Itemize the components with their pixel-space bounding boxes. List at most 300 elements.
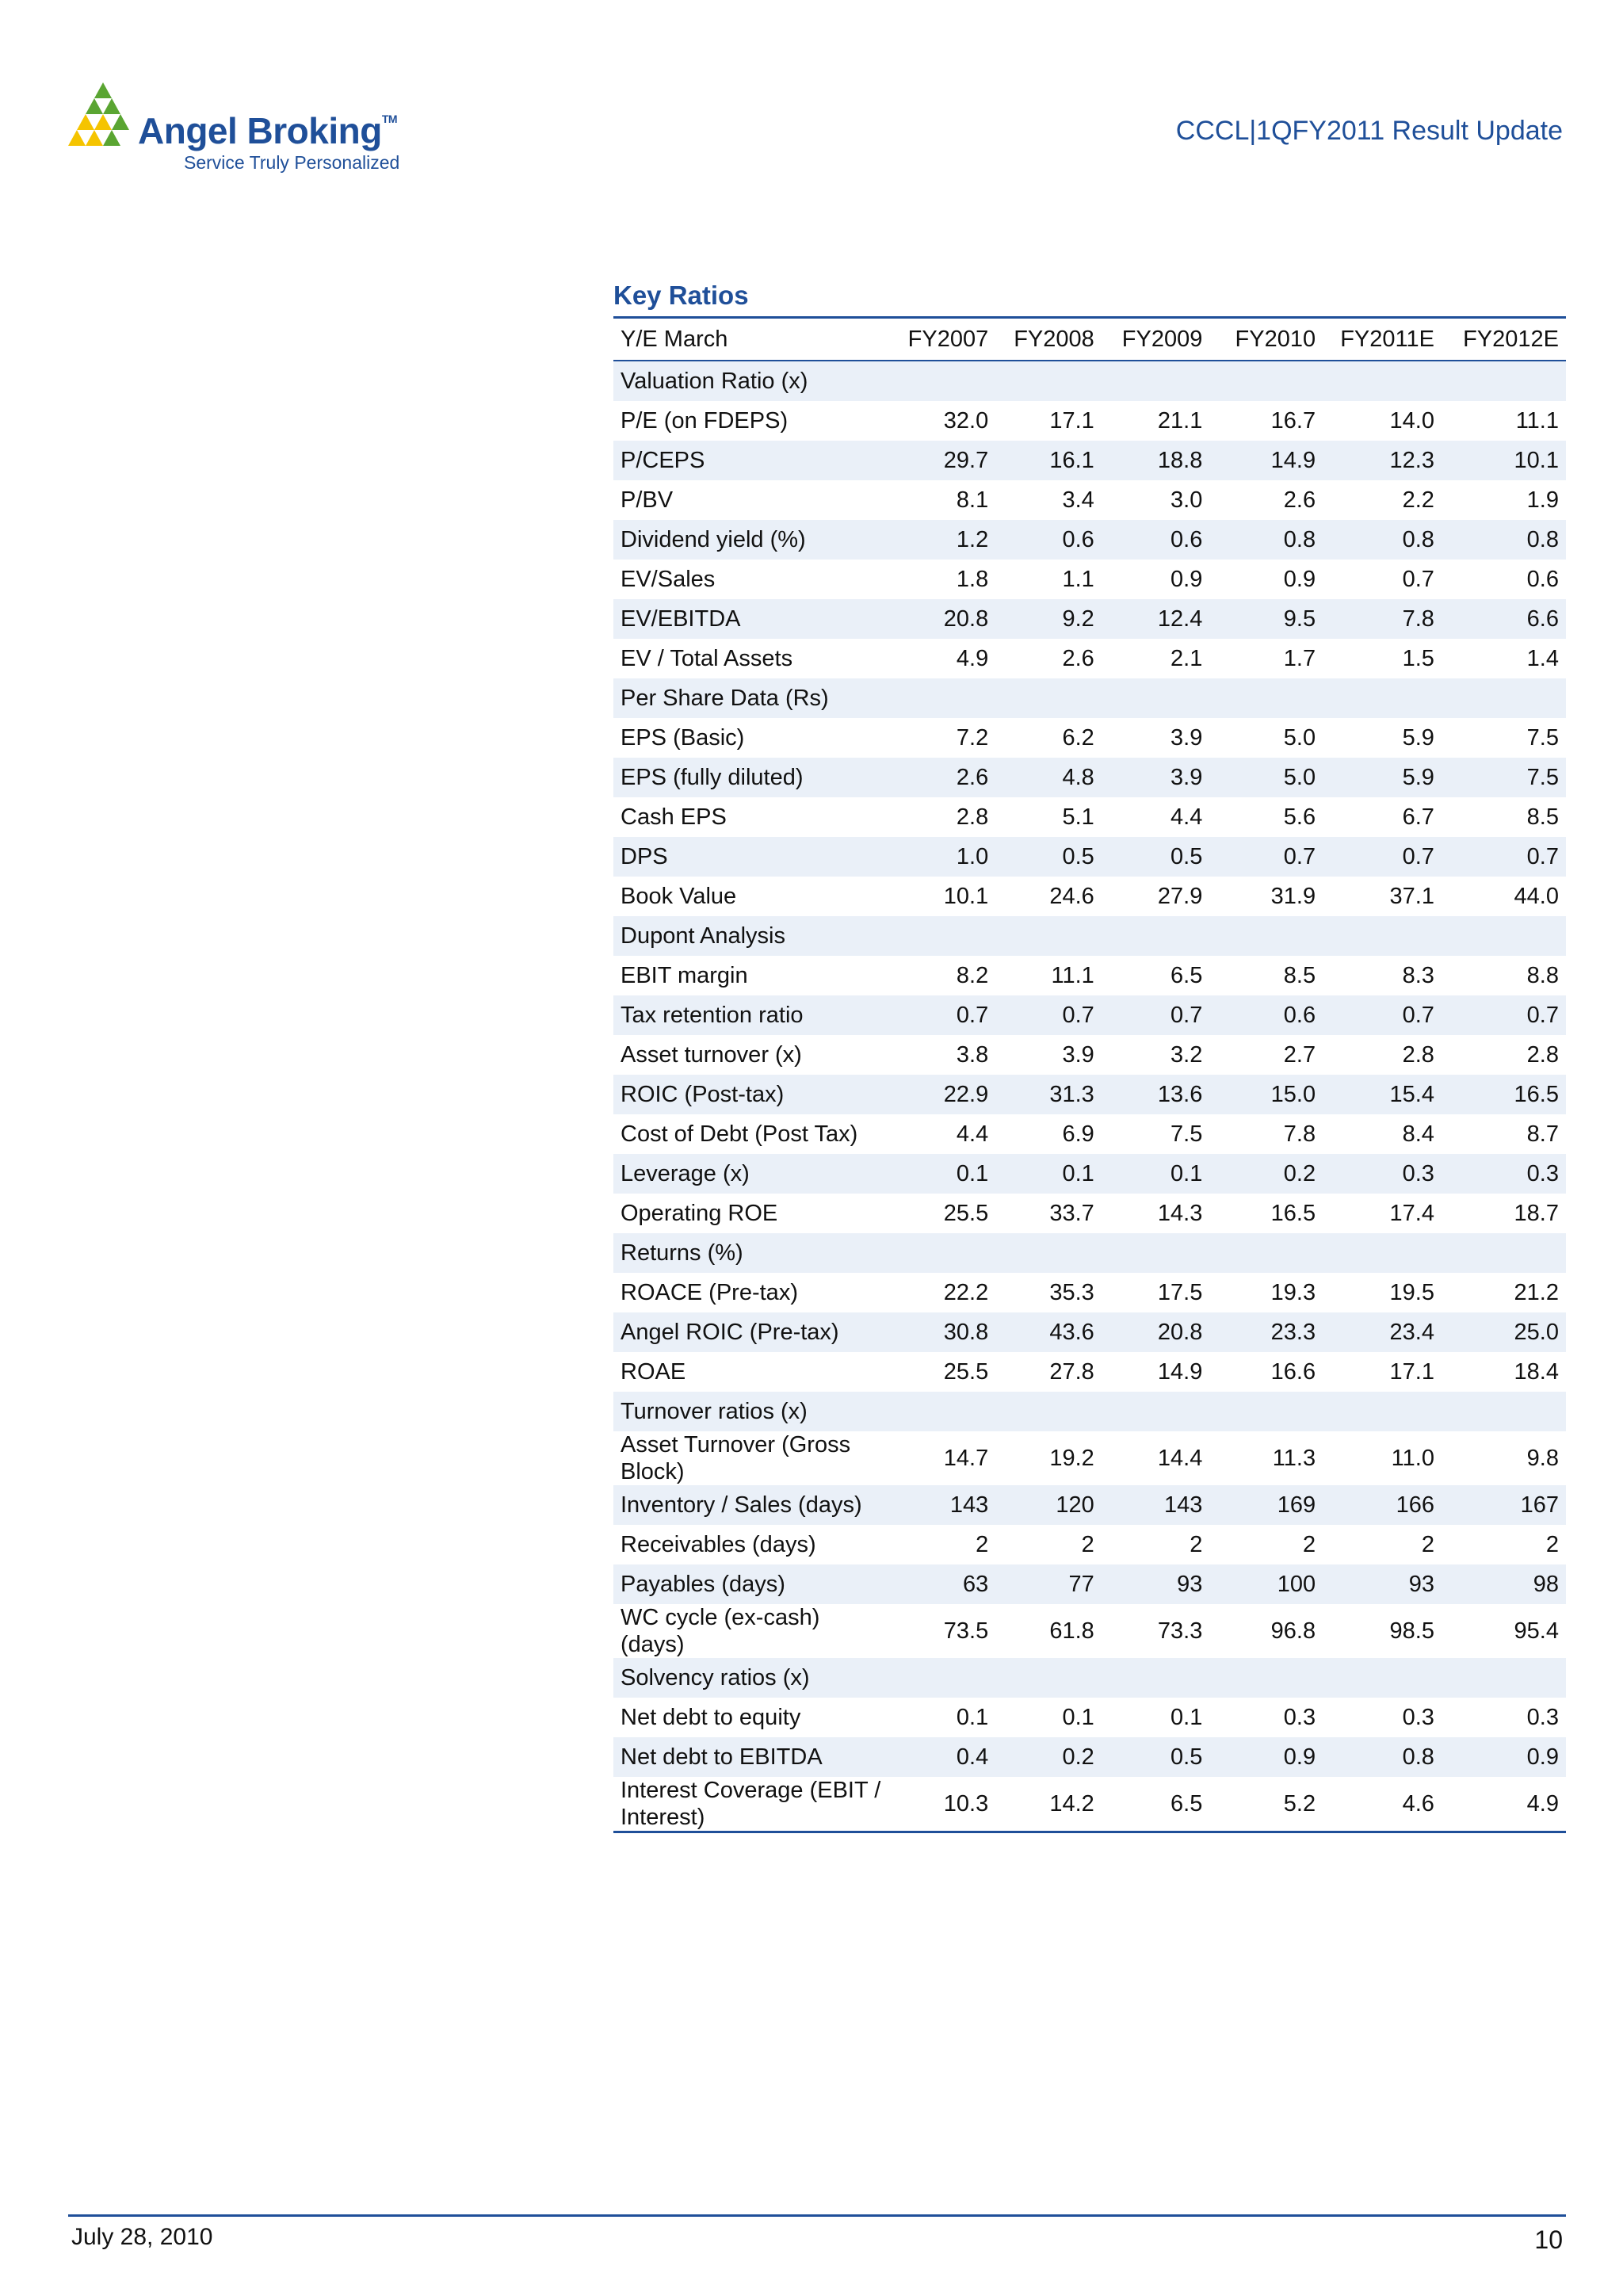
table-row (613, 1564, 1566, 1604)
cell-value: 1.1 (1062, 567, 1094, 592)
table-row (613, 1525, 1566, 1564)
row-label: Net debt to equity (621, 1705, 801, 1730)
cell-value: 6.9 (1062, 1121, 1094, 1147)
cell-value: 35.3 (1049, 1280, 1094, 1305)
row-label: ROAE (621, 1359, 686, 1385)
cell-value: 27.9 (1157, 884, 1203, 909)
cell-value: 8.5 (1283, 963, 1316, 988)
pyramid-yellow-triangles (68, 114, 112, 146)
cell-value: 2.7 (1283, 1042, 1316, 1068)
table-row (613, 1698, 1566, 1737)
column-header: FY2010 (1209, 318, 1323, 361)
cell-value: 14.4 (1157, 1446, 1203, 1471)
cell-value: 3.9 (1102, 758, 1210, 797)
cell-value: 143 (888, 1485, 996, 1525)
row-label: EBIT margin (621, 963, 748, 988)
cell-value: 0.7 (1442, 837, 1566, 877)
cell-value: 25.0 (1442, 1312, 1566, 1352)
cell-value: 6.5 (1102, 1777, 1210, 1832)
cell-value: 16.5 (1270, 1201, 1316, 1226)
key-ratios-table (613, 316, 1566, 1833)
row-label: Dividend yield (%) (613, 520, 888, 560)
row-label: Cash EPS (621, 804, 727, 830)
row-label: P/E (on FDEPS) (621, 408, 789, 434)
row-label: Solvency ratios (x) (613, 1658, 888, 1698)
cell-value: 0.1 (1062, 1705, 1094, 1730)
cell-value: 4.6 (1323, 1777, 1442, 1832)
table-row (613, 1114, 1566, 1154)
table-row (613, 758, 1566, 797)
cell-value: 0.8 (1323, 1737, 1442, 1777)
cell-value: 2 (976, 1532, 989, 1557)
cell-value: 8.8 (1526, 963, 1559, 988)
column-header: FY2008 (995, 318, 1102, 361)
table-row (613, 441, 1566, 480)
cell-value: 3.4 (1062, 487, 1094, 513)
cell-value: 0.8 (1323, 520, 1442, 560)
cell-value: 100 (1209, 1564, 1323, 1604)
cell-value: 18.7 (1514, 1201, 1559, 1226)
table-body (613, 361, 1566, 1832)
table-row (613, 877, 1566, 916)
cell-value: 0.9 (1283, 567, 1316, 592)
row-label: P/CEPS (613, 441, 888, 480)
table-row (613, 995, 1566, 1035)
cell-value: 0.1 (888, 1154, 996, 1194)
cell-value: 0.6 (995, 520, 1102, 560)
cell-value: 25.5 (943, 1201, 989, 1226)
cell-value: 5.0 (1283, 725, 1316, 751)
cell-value: 2 (1545, 1532, 1559, 1557)
cell-value: 0.2 (995, 1737, 1102, 1777)
cell-value: 19.3 (1270, 1280, 1316, 1305)
cell-value (1209, 361, 1323, 401)
cell-value (1323, 1233, 1442, 1273)
row-label: EPS (fully diluted) (613, 758, 888, 797)
cell-value: 15.0 (1209, 1075, 1323, 1114)
cell-value: 77 (995, 1564, 1102, 1604)
cell-value: 12.4 (1102, 599, 1210, 639)
cell-value (888, 361, 996, 401)
cell-value (1102, 1233, 1210, 1273)
cell-value: 1.5 (1402, 646, 1434, 671)
cell-value: 17.4 (1389, 1201, 1434, 1226)
cell-value: 27.8 (1049, 1359, 1094, 1385)
row-label: Receivables (days) (621, 1532, 816, 1557)
table-row (613, 797, 1566, 837)
cell-value: 14.0 (1389, 408, 1434, 434)
cell-value: 23.3 (1209, 1312, 1323, 1352)
cell-value: 0.7 (1323, 995, 1442, 1035)
cell-value: 0.3 (1402, 1705, 1434, 1730)
cell-value: 18.4 (1514, 1359, 1559, 1385)
cell-value: 5.1 (1062, 804, 1094, 830)
cell-value: 8.4 (1402, 1121, 1434, 1147)
cell-value: 10.3 (888, 1777, 996, 1832)
cell-value: 61.8 (1049, 1618, 1094, 1644)
cell-value (1209, 678, 1323, 718)
cell-value: 6.7 (1402, 804, 1434, 830)
cell-value (888, 1658, 996, 1698)
cell-value: 16.7 (1270, 408, 1316, 434)
cell-value: 7.2 (956, 725, 989, 751)
cell-value (1442, 1658, 1566, 1698)
cell-value: 3.9 (1170, 725, 1203, 751)
footer-divider (68, 2214, 1566, 2217)
cell-value (995, 916, 1102, 956)
cell-value: 11.3 (1272, 1446, 1316, 1471)
cell-value: 7.5 (1170, 1121, 1203, 1147)
cell-value (1442, 1392, 1566, 1431)
table-row (613, 1075, 1566, 1114)
cell-value: 11.1 (1515, 408, 1559, 434)
pyramid-logo-icon (68, 82, 132, 146)
cell-value: 18.8 (1102, 441, 1210, 480)
cell-value: 120 (995, 1485, 1102, 1525)
cell-value: 0.1 (956, 1705, 989, 1730)
table-row (613, 401, 1566, 441)
row-label: Net debt to EBITDA (613, 1737, 888, 1777)
cell-value: 2.6 (1283, 487, 1316, 513)
cell-value: 1.2 (888, 520, 996, 560)
table-row (613, 1604, 1566, 1658)
row-label: Payables (days) (613, 1564, 888, 1604)
cell-value: 8.1 (956, 487, 989, 513)
cell-value: 9.2 (995, 599, 1102, 639)
footer-date: July 28, 2010 (71, 2224, 213, 2250)
cell-value: 30.8 (888, 1312, 996, 1352)
cell-value: 21.2 (1514, 1280, 1559, 1305)
cell-value: 10.1 (943, 884, 989, 909)
cell-value (1323, 1392, 1442, 1431)
cell-value (995, 1392, 1102, 1431)
row-label: ROACE (Pre-tax) (621, 1280, 798, 1305)
cell-value: 16.5 (1442, 1075, 1566, 1114)
cell-value: 0.3 (1526, 1705, 1559, 1730)
cell-value: 0.9 (1170, 567, 1203, 592)
cell-value: 29.7 (888, 441, 996, 480)
cell-value: 0.7 (1102, 995, 1210, 1035)
cell-value: 0.7 (1402, 567, 1434, 592)
table-row (613, 560, 1566, 599)
table-row (613, 520, 1566, 560)
cell-value (1102, 1658, 1210, 1698)
cell-value: 19.2 (1049, 1446, 1094, 1471)
cell-value: 73.3 (1157, 1618, 1203, 1644)
cell-value: 22.9 (888, 1075, 996, 1114)
cell-value: 17.1 (1049, 408, 1094, 434)
cell-value: 0.1 (1102, 1154, 1210, 1194)
cell-value: 4.4 (956, 1121, 989, 1147)
table-header-row (613, 318, 1566, 361)
row-label: DPS (613, 837, 888, 877)
cell-value: 32.0 (943, 408, 989, 434)
cell-value (1209, 916, 1323, 956)
table-row (613, 916, 1566, 956)
cell-value: 2.6 (1062, 646, 1094, 671)
row-label: Interest Coverage (EBIT / Interest) (613, 1777, 888, 1832)
cell-value: 2 (1421, 1532, 1434, 1557)
cell-value (1102, 678, 1210, 718)
cell-value: 14.9 (1209, 441, 1323, 480)
cell-value: 5.9 (1402, 725, 1434, 751)
column-header: Y/E March (613, 318, 888, 361)
row-label: EV / Total Assets (621, 646, 793, 671)
cell-value: 2 (1190, 1532, 1203, 1557)
row-label: Cost of Debt (Post Tax) (621, 1121, 858, 1147)
cell-value: 8.5 (1526, 804, 1559, 830)
table-row (613, 1233, 1566, 1273)
table-row (613, 1273, 1566, 1312)
table-row (613, 1485, 1566, 1525)
cell-value: 0.7 (888, 995, 996, 1035)
cell-value: 2.2 (1402, 487, 1434, 513)
cell-value: 143 (1102, 1485, 1210, 1525)
cell-value: 1.4 (1526, 646, 1559, 671)
cell-value: 8.3 (1402, 963, 1434, 988)
cell-value: 22.2 (943, 1280, 989, 1305)
cell-value: 10.1 (1442, 441, 1566, 480)
cell-value (888, 1392, 996, 1431)
column-header: FY2009 (1102, 318, 1210, 361)
cell-value: 24.6 (1049, 884, 1094, 909)
row-label: EPS (Basic) (621, 725, 745, 751)
row-label: Operating ROE (621, 1201, 778, 1226)
cell-value: 19.5 (1389, 1280, 1434, 1305)
row-label: ROIC (Post-tax) (613, 1075, 888, 1114)
cell-value (1102, 361, 1210, 401)
cell-value: 3.0 (1170, 487, 1203, 513)
cell-value: 14.2 (995, 1777, 1102, 1832)
cell-value: 11.1 (1051, 963, 1094, 988)
cell-value: 2 (1081, 1532, 1094, 1557)
row-label: Valuation Ratio (x) (613, 361, 888, 401)
cell-value: 93 (1323, 1564, 1442, 1604)
cell-value: 31.3 (995, 1075, 1102, 1114)
cell-value: 0.3 (1442, 1154, 1566, 1194)
cell-value: 7.8 (1323, 599, 1442, 639)
table-row (613, 361, 1566, 401)
column-header: FY2012E (1442, 318, 1566, 361)
row-label: Leverage (x) (613, 1154, 888, 1194)
cell-value: 0.1 (1170, 1705, 1203, 1730)
cell-value: 20.8 (888, 599, 996, 639)
cell-value: 23.4 (1323, 1312, 1442, 1352)
table-row (613, 718, 1566, 758)
cell-value (1209, 1233, 1323, 1273)
cell-value (1323, 916, 1442, 956)
cell-value: 0.8 (1209, 520, 1323, 560)
cell-value (1442, 1233, 1566, 1273)
cell-value: 7.5 (1526, 725, 1559, 751)
cell-value (995, 1658, 1102, 1698)
cell-value (995, 1233, 1102, 1273)
cell-value: 0.2 (1209, 1154, 1323, 1194)
report-header-title: CCCL|1QFY2011 Result Update (1175, 116, 1563, 146)
table-row (613, 956, 1566, 995)
table-row (613, 639, 1566, 678)
cell-value (1323, 678, 1442, 718)
table-row (613, 1154, 1566, 1194)
cell-value: 11.0 (1391, 1446, 1434, 1471)
cell-value: 2.6 (888, 758, 996, 797)
cell-value: 0.7 (1323, 837, 1442, 877)
cell-value: 20.8 (1102, 1312, 1210, 1352)
cell-value: 44.0 (1514, 884, 1559, 909)
cell-value: 0.1 (995, 1154, 1102, 1194)
row-label: Returns (%) (613, 1233, 888, 1273)
cell-value (1323, 1658, 1442, 1698)
cell-value: 95.4 (1514, 1618, 1559, 1644)
cell-value: 0.7 (1442, 995, 1566, 1035)
cell-value: 8.2 (956, 963, 989, 988)
cell-value: 4.9 (1442, 1777, 1566, 1832)
table-row (613, 599, 1566, 639)
cell-value: 16.6 (1270, 1359, 1316, 1385)
cell-value: 2.8 (1402, 1042, 1434, 1068)
cell-value (995, 361, 1102, 401)
table-row (613, 837, 1566, 877)
cell-value: 4.8 (995, 758, 1102, 797)
cell-value: 63 (888, 1564, 996, 1604)
cell-value: 6.6 (1442, 599, 1566, 639)
table-row (613, 1035, 1566, 1075)
cell-value: 17.5 (1157, 1280, 1203, 1305)
row-label: Asset turnover (x) (621, 1042, 802, 1068)
cell-value: 17.1 (1389, 1359, 1434, 1385)
cell-value (888, 1233, 996, 1273)
table-row (613, 1658, 1566, 1698)
cell-value: 167 (1442, 1485, 1566, 1525)
cell-value: 31.9 (1270, 884, 1316, 909)
cell-value: 0.7 (995, 995, 1102, 1035)
cell-value: 1.0 (888, 837, 996, 877)
cell-value: 14.7 (943, 1446, 989, 1471)
table-row (613, 678, 1566, 718)
cell-value: 33.7 (1049, 1201, 1094, 1226)
cell-value: 0.9 (1209, 1737, 1323, 1777)
table-row (613, 480, 1566, 520)
cell-value: 0.8 (1442, 520, 1566, 560)
trademark-mark: TM (381, 113, 398, 125)
cell-value (888, 916, 996, 956)
cell-value: 169 (1209, 1485, 1323, 1525)
row-label: EV/Sales (621, 567, 716, 592)
cell-value: 14.3 (1157, 1201, 1203, 1226)
row-label: Dupont Analysis (613, 916, 888, 956)
cell-value: 13.6 (1102, 1075, 1210, 1114)
cell-value: 14.9 (1157, 1359, 1203, 1385)
cell-value: 98.5 (1389, 1618, 1434, 1644)
row-label: Book Value (621, 884, 737, 909)
cell-value: 12.3 (1323, 441, 1442, 480)
row-label: Tax retention ratio (613, 995, 888, 1035)
cell-value: 43.6 (995, 1312, 1102, 1352)
row-label: EV/EBITDA (613, 599, 888, 639)
cell-value: 3.9 (1062, 1042, 1094, 1068)
cell-value: 4.9 (956, 646, 989, 671)
cell-value: 7.5 (1442, 758, 1566, 797)
cell-value: 25.5 (943, 1359, 989, 1385)
row-label: Inventory / Sales (days) (613, 1485, 888, 1525)
section-title: Key Ratios (613, 281, 749, 310)
cell-value: 8.7 (1526, 1121, 1559, 1147)
cell-value (1442, 916, 1566, 956)
cell-value: 5.2 (1209, 1777, 1323, 1832)
cell-value: 93 (1102, 1564, 1210, 1604)
table-row (613, 1737, 1566, 1777)
cell-value: 21.1 (1157, 408, 1203, 434)
cell-value: 0.7 (1209, 837, 1323, 877)
cell-value (1209, 1658, 1323, 1698)
cell-value (995, 678, 1102, 718)
cell-value (1102, 1392, 1210, 1431)
cell-value: 2.8 (956, 804, 989, 830)
cell-value: 5.9 (1323, 758, 1442, 797)
cell-value: 98 (1442, 1564, 1566, 1604)
table-row (613, 1312, 1566, 1352)
cell-value: 2.1 (1170, 646, 1203, 671)
cell-value: 5.6 (1283, 804, 1316, 830)
table-row (613, 1431, 1566, 1485)
cell-value: 73.5 (943, 1618, 989, 1644)
cell-value: 166 (1323, 1485, 1442, 1525)
brand-tagline: Service Truly Personalized (184, 152, 400, 173)
cell-value: 1.8 (956, 567, 989, 592)
cell-value: 15.4 (1323, 1075, 1442, 1114)
cell-value (1209, 1392, 1323, 1431)
cell-value: 0.6 (1102, 520, 1210, 560)
cell-value: 6.2 (1062, 725, 1094, 751)
table-row (613, 1392, 1566, 1431)
column-header: FY2007 (888, 318, 996, 361)
row-label: Asset Turnover (Gross Block) (621, 1432, 851, 1484)
cell-value (888, 678, 996, 718)
cell-value: 96.8 (1270, 1618, 1316, 1644)
cell-value: 9.5 (1209, 599, 1323, 639)
cell-value: 7.8 (1283, 1121, 1316, 1147)
cell-value (1442, 361, 1566, 401)
column-header: FY2011E (1323, 318, 1442, 361)
row-label: Per Share Data (Rs) (613, 678, 888, 718)
brand-name: Angel Broking™ (138, 110, 398, 151)
cell-value: 9.8 (1526, 1446, 1559, 1471)
cell-value: 2.8 (1526, 1042, 1559, 1068)
cell-value: 16.1 (995, 441, 1102, 480)
cell-value: 5.0 (1209, 758, 1323, 797)
table-row (613, 1352, 1566, 1392)
row-label: P/BV (621, 487, 674, 513)
cell-value (1323, 361, 1442, 401)
cell-value: 0.3 (1323, 1154, 1442, 1194)
cell-value (1102, 916, 1210, 956)
cell-value: 0.3 (1283, 1705, 1316, 1730)
cell-value: 3.8 (956, 1042, 989, 1068)
row-label: WC cycle (ex-cash) (days) (621, 1605, 820, 1657)
page-number: 10 (1534, 2225, 1563, 2254)
row-label: Turnover ratios (x) (613, 1392, 888, 1431)
cell-value: 6.5 (1170, 963, 1203, 988)
cell-value: 0.5 (1102, 1737, 1210, 1777)
cell-value (1442, 678, 1566, 718)
cell-value: 2 (1302, 1532, 1316, 1557)
angel-broking-logo (68, 82, 401, 178)
cell-value: 1.7 (1283, 646, 1316, 671)
cell-value: 1.9 (1526, 487, 1559, 513)
cell-value: 0.5 (1102, 837, 1210, 877)
cell-value: 0.6 (1526, 567, 1559, 592)
cell-value: 0.6 (1209, 995, 1323, 1035)
